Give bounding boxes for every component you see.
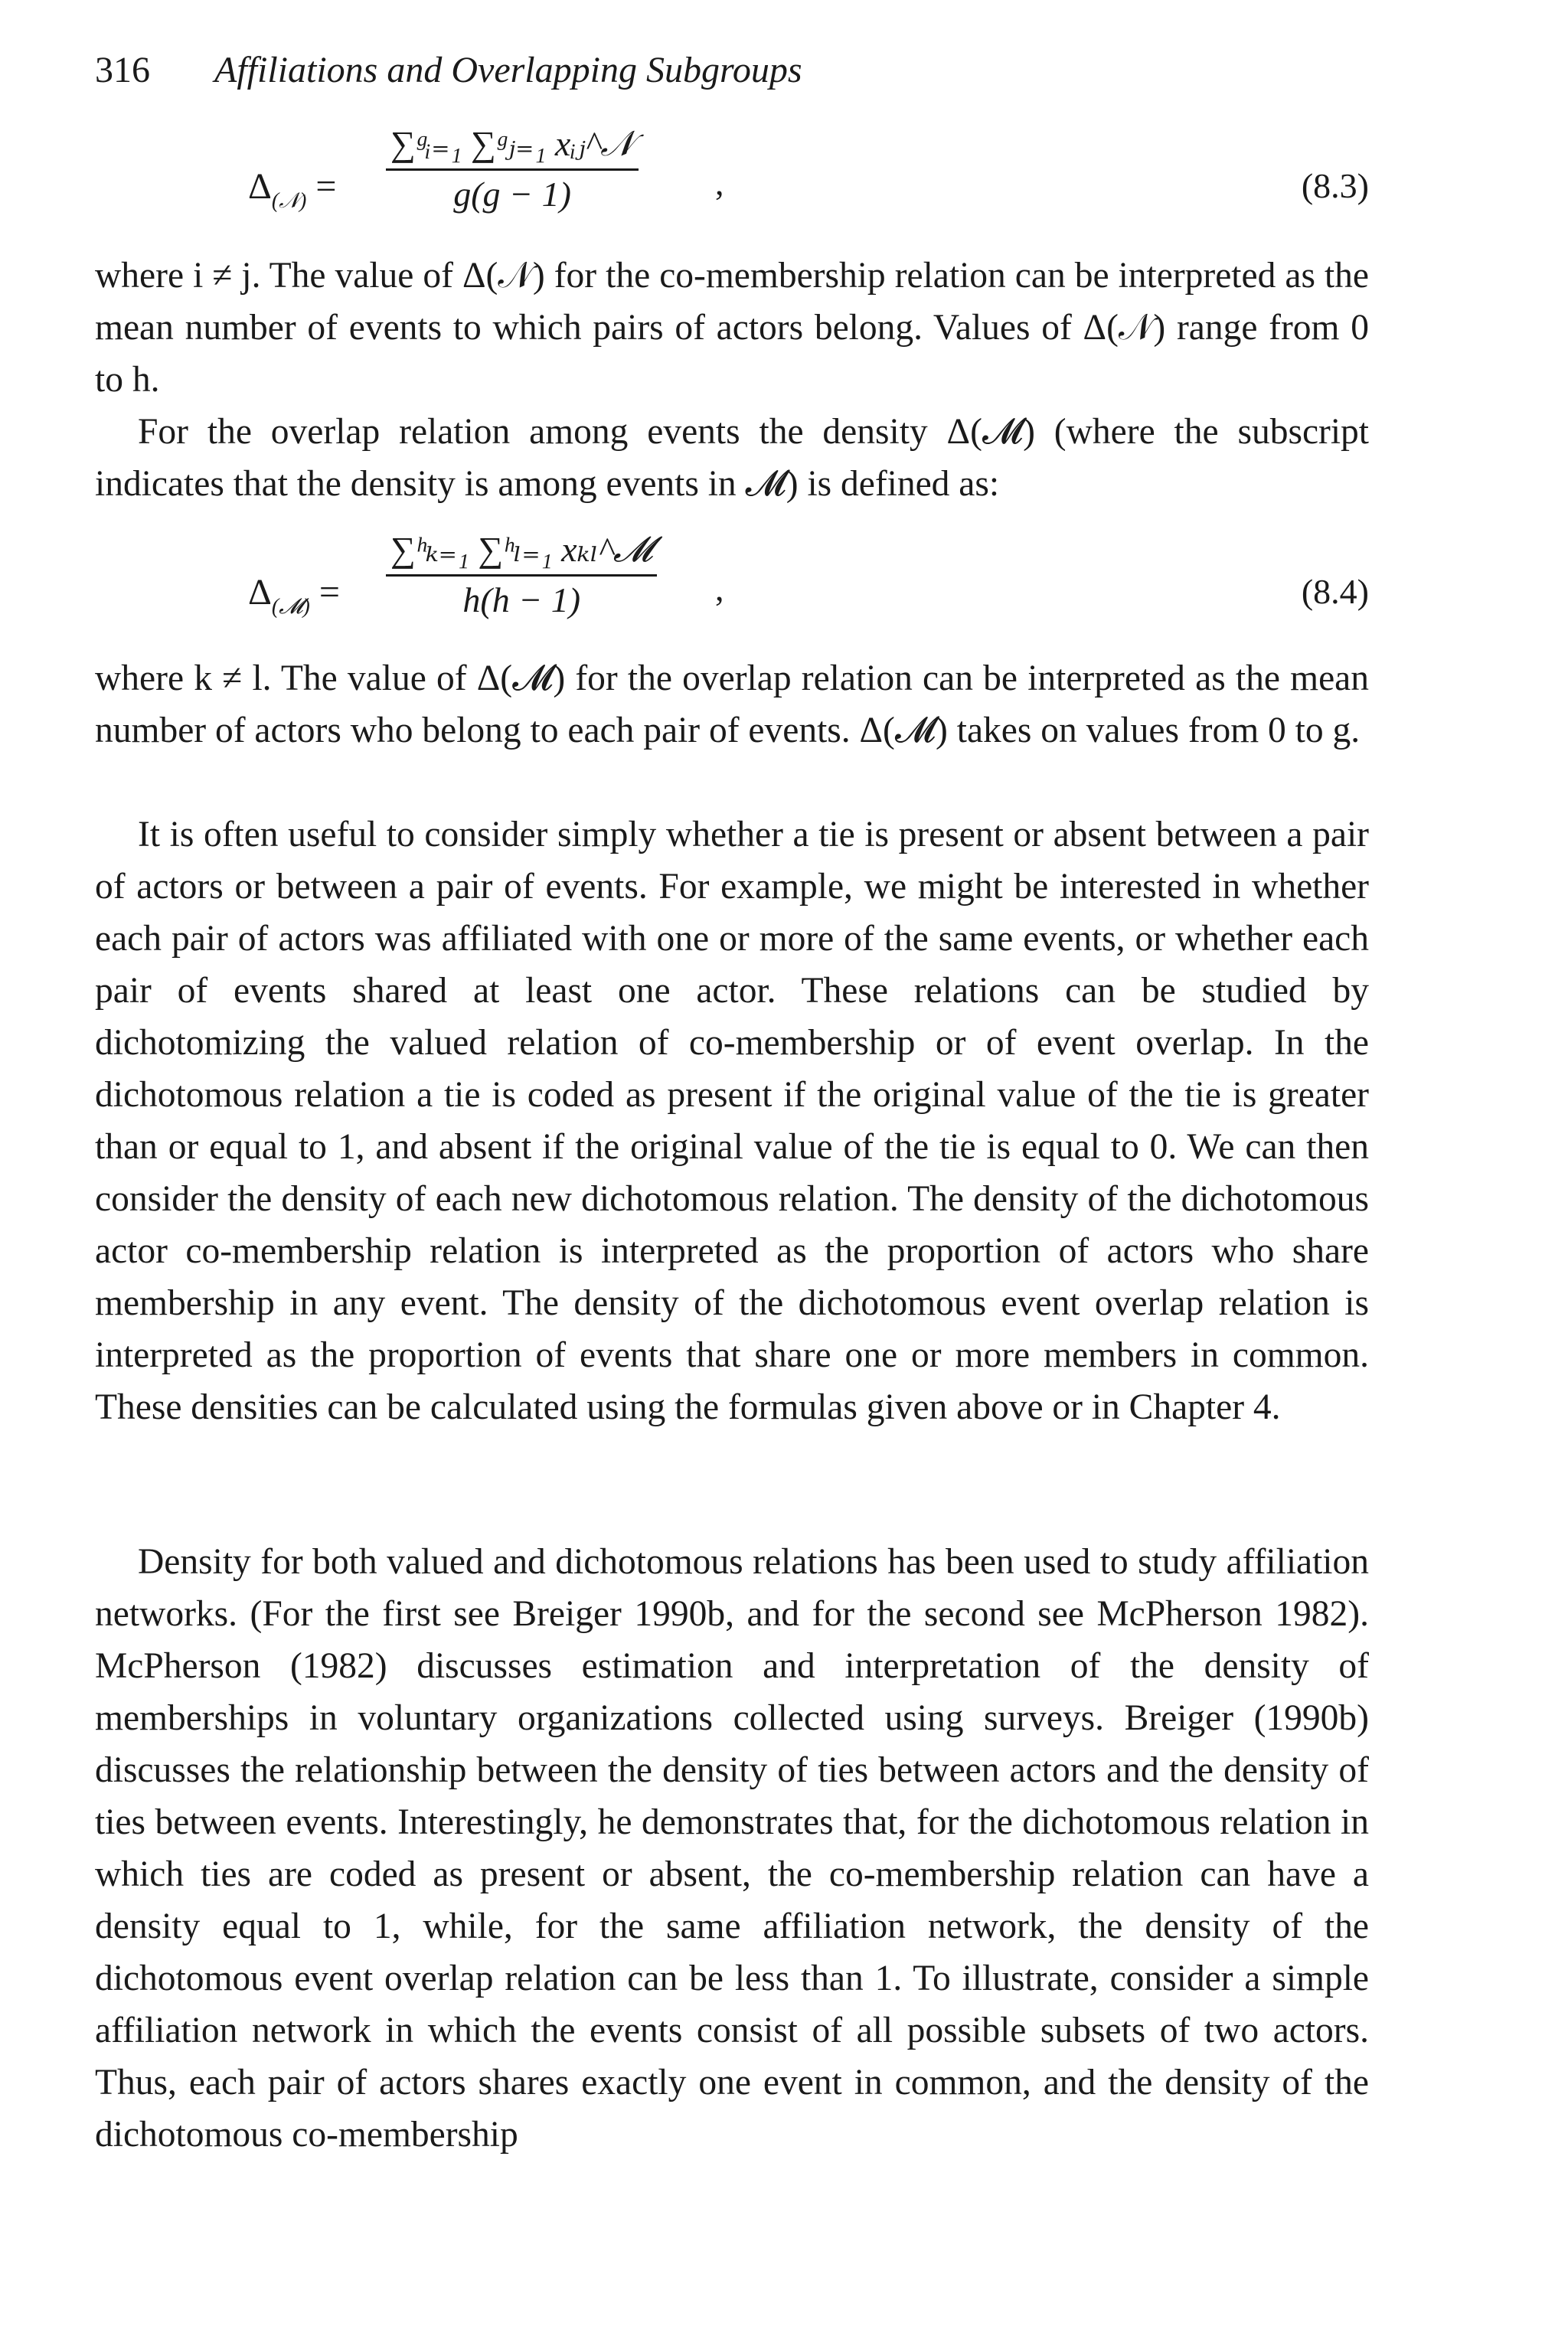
equation-lhs: $\Delta_{(𝒩)}$ = [248, 166, 337, 213]
running-title: Affiliations and Overlapping Subgroups [214, 50, 802, 90]
equation-number: (8.4) [1301, 572, 1369, 611]
equation-denominator: g(g − 1) [453, 175, 571, 214]
fraction-bar [386, 574, 657, 577]
equation-denominator: h(h − 1) [462, 580, 581, 619]
paragraph: where i ≠ j. The value of Δ(𝒩) for the co-membership relation can be interpreted as the mean number of events to which pairs of actors belong. Values of Δ(𝒩) range from 0 to h. [95, 256, 1369, 400]
fraction-bar [386, 168, 639, 171]
paragraph: It is often useful to consider simply whether a tie is present or absent between a pair of actors or between a pair of events. For example, we might be interested in whether each pair of actors was affiliated with one or more of the same events, or whether each pair of events shared at least one actor. These relations can be studied by dichotomizing the valued relation of co-membership or of event overlap. In the dichotomous relation a tie is coded as present if the original value of the tie is greater than or equal to 1, and absent if the original value of the tie is equal to 0. We can then consider the density of each new dichotomous relation. The density of the dichotomous actor co-membership relation is interpreted as the proportion of actors who share membership in any event. The density of the dichotomous event overlap relation is interpreted as the proportion of events that share one or more members in common. These densities can be calculated using the formulas given above or in Chapter 4. [95, 815, 1369, 1427]
equation-number: (8.3) [1301, 166, 1369, 205]
equation-numerator: ∑ᵍᵢ₌₁ ∑ᵍⱼ₌₁ xᵢⱼ^𝒩 [390, 124, 635, 163]
equation-8-4: $\Delta_{(𝓜)}$ = ∑ʰₖ₌₁ ∑ʰₗ₌₁ xₖₗ^𝓜 h(h − 1) , (8.4) [248, 530, 1369, 619]
equation-numerator: ∑ʰₖ₌₁ ∑ʰₗ₌₁ xₖₗ^𝓜 [390, 530, 653, 569]
equation-fraction [386, 528, 657, 620]
paragraph: For the overlap relation among events the density Δ(𝓜) (where the subscript indicates that the density is among events in 𝓜) is defined as: [95, 412, 1369, 504]
equation-lhs: $\Delta_{(𝓜)}$ = [248, 572, 340, 619]
paragraph: where k ≠ l. The value of Δ(𝓜) for the overlap relation can be interpreted as the mean number of actors who belong to each pair of events. Δ(𝓜) takes on values from 0 to g. [95, 658, 1369, 750]
page-number: 316 [95, 50, 150, 90]
equation-fraction [386, 123, 639, 214]
equation-8-3: $\Delta_{(𝒩)}$ = ∑ᵍᵢ₌₁ ∑ᵍⱼ₌₁ xᵢⱼ^𝒩 g(g − 1) , (8.3) [248, 124, 1369, 214]
running-header [95, 47, 802, 93]
paragraph: Density for both valued and dichotomous relations has been used to study affiliation networks. (For the first see Breiger 1990b, and for the second see McPherson 1982). McPherson (1982) discusses estimation and interpretation of the density of memberships in voluntary organizations collected using surveys. Breiger (1990b) discusses the relationship between the density of ties between actors and the density of ties between events. Interestingly, he demonstrates that, for the dichotomous relation in which ties are coded as present or absent, the co-membership relation can have a density equal to 1, while, for the same affiliation network, the density of the dichotomous event overlap relation can be less than 1. To illustrate, consider a simple affiliation network in which the events consist of all possible subsets of two actors. Thus, each pair of actors shares exactly one event in common, and the density of the dichotomous co-membership [95, 1542, 1369, 2155]
